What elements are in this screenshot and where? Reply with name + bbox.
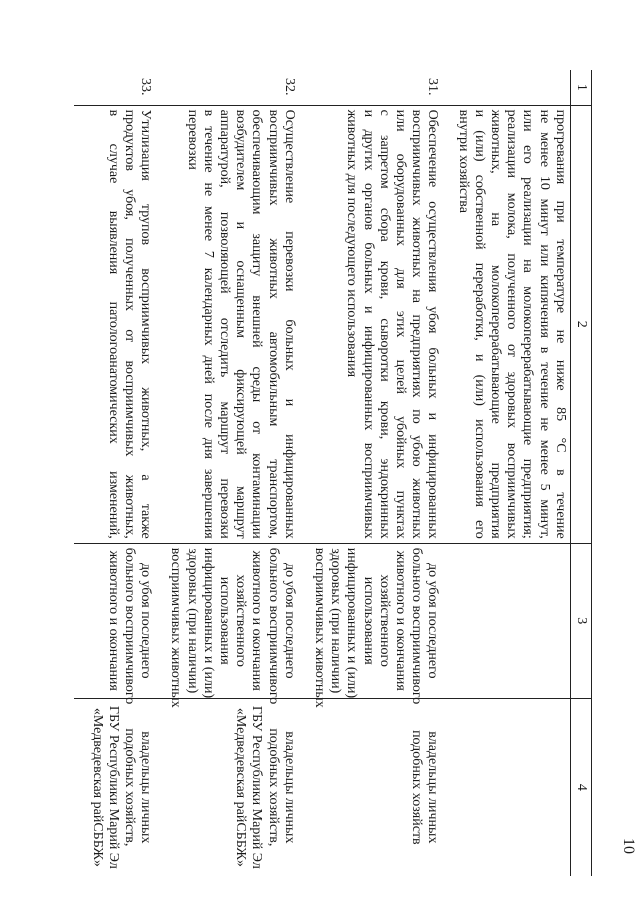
text-line: до убоя последнего xyxy=(281,562,297,679)
text-line: восприимчивых животных xyxy=(168,547,184,708)
text-line: или его реализации на молокоперерабатывающие предприятия; xyxy=(520,109,536,539)
measure-text xyxy=(74,105,153,543)
responsible-text xyxy=(297,698,441,876)
row-number xyxy=(440,70,570,105)
table-row-32 xyxy=(153,70,297,876)
row-number: 32. xyxy=(281,78,297,96)
measure-text xyxy=(153,105,297,543)
text-line: здоровых (при наличии) xyxy=(328,548,344,694)
text-line: хозяйственного xyxy=(376,574,392,667)
header-cell-3: 3 xyxy=(570,543,591,698)
table-header-row xyxy=(570,70,591,876)
measure-text xyxy=(440,105,570,543)
responsible-text xyxy=(74,698,153,876)
header-cell-1: 1 xyxy=(570,70,591,105)
text-line: животного и окончания xyxy=(249,550,265,691)
header-cell-2: 2 xyxy=(570,105,591,543)
text-line: больного восприимчивого xyxy=(121,547,137,705)
text-line: животных для последующего использования xyxy=(344,109,360,378)
deadline-text xyxy=(74,543,154,705)
table-row-33 xyxy=(74,70,153,876)
text-line: владельцы личных xyxy=(425,731,441,844)
text-line: больного восприимчивого xyxy=(409,547,425,705)
text-line: животного и окончания xyxy=(392,550,408,691)
row-number: 31. xyxy=(425,78,441,96)
text-line: хозяйственного xyxy=(233,574,249,667)
text-line: больного восприимчивого xyxy=(265,547,281,705)
text-line: ГБУ Республики Марий Эл xyxy=(249,705,265,869)
measure-text xyxy=(297,105,441,543)
text-line: аппаратурой, позволяющей отследить маршрут перевозки xyxy=(216,109,232,539)
text-line: и (или) собственной переработки, и (или) использования его xyxy=(471,109,487,539)
text-line: Утилизация трупов восприимчивых животных, а также xyxy=(138,109,154,539)
text-line: «Медведевская райСББЖ» xyxy=(233,707,249,867)
text-line: владельцы личных xyxy=(138,731,154,844)
text-line: реализации молока, полученного от здоровых восприимчивых xyxy=(504,109,520,539)
text-line: животных, на молокоперерабатывающие предприятия xyxy=(487,109,503,539)
responsible-text xyxy=(153,698,297,876)
text-line: перевозки xyxy=(184,109,200,170)
text-line: в течение не менее 7 календарных дней после дня завершения xyxy=(200,109,216,539)
text-line: восприимчивых животных на предприятиях по убою животных xyxy=(409,109,425,539)
text-line: ГБУ Республики Марий Эл xyxy=(105,705,121,869)
text-line: до убоя последнего xyxy=(138,562,154,679)
text-line: восприимчивых животных автомобильным транспортом, xyxy=(265,109,281,539)
text-line: использования xyxy=(216,576,232,665)
text-line: инфицированных и (или) xyxy=(200,547,216,699)
text-line: восприимчивых животных xyxy=(311,547,327,708)
text-line: здоровых (при наличии) xyxy=(184,548,200,694)
text-line: до убоя последнего xyxy=(425,562,441,679)
text-line: Обеспечение осуществления убоя больных и инфицированных xyxy=(425,109,441,539)
text-line: подобных хозяйств, xyxy=(121,728,137,847)
text-line: животного и окончания xyxy=(105,550,121,691)
text-line: возбудителем и оснащенным фиксирующей маршрут xyxy=(233,109,249,539)
page-number: 10 xyxy=(620,838,637,854)
table-row-31 xyxy=(297,70,441,876)
text-line: инфицированных и (или) xyxy=(344,547,360,699)
text-line: использования xyxy=(360,576,376,665)
text-line: или оборудованных для этих целей убойных пунктах xyxy=(392,109,408,539)
text-line: и других органов больных и инфицированных восприимчивых xyxy=(360,109,376,539)
text-line: продуктов убоя, полученных от восприимчивых животных, xyxy=(121,109,137,539)
deadline-text xyxy=(297,543,441,708)
text-line: «Медведевская райСББЖ» xyxy=(89,707,105,867)
table-row-continuation xyxy=(440,70,570,876)
text-line: внутри хозяйства xyxy=(455,109,471,213)
text-line: в случае выявления патологоанатомических изменений, xyxy=(105,109,121,539)
measures-table xyxy=(74,70,592,876)
text-line: Осуществление перевозки больных и инфицированных xyxy=(281,109,297,539)
text-line: не менее 10 минут или кипячения в течение не менее 5 минут, xyxy=(536,109,552,539)
text-line: подобных хозяйств, xyxy=(265,728,281,847)
row-number: 33. xyxy=(138,78,154,96)
text-line: обеспечивающим защиту внешней среды от контаминации xyxy=(249,109,265,539)
deadline-text xyxy=(153,543,297,708)
header-cell-4: 4 xyxy=(570,698,591,876)
text-line: владельцы личных xyxy=(281,731,297,844)
text-line: подобных хозяйств xyxy=(409,730,425,845)
text-line: прогревания при температуре не ниже 85 °С в течение xyxy=(552,109,568,539)
deadline-text xyxy=(440,543,570,698)
responsible-text xyxy=(440,698,570,876)
text-line: с запретом сбора крови, сыворотки крови, эндокринных xyxy=(376,109,392,539)
